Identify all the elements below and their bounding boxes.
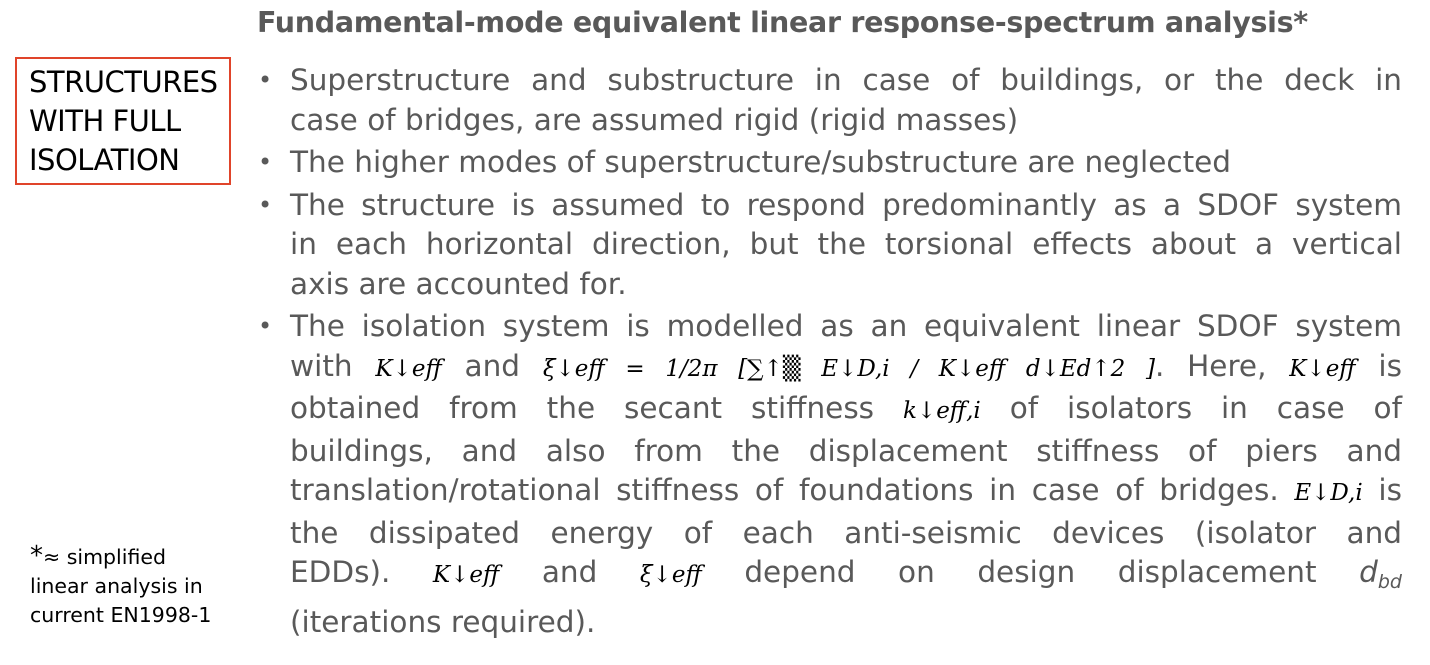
text-segment: and xyxy=(541,555,598,589)
bullet-line xyxy=(290,347,1402,390)
text-segment: EDDs). xyxy=(290,555,391,589)
text-segment: depend on design displacement xyxy=(744,555,1317,589)
text-segment: . Here, xyxy=(1154,348,1267,383)
bullet-line: The isolation system is modelled as an equivalent linear SDOF system xyxy=(290,309,1402,343)
section-label-line: WITH FULL xyxy=(29,104,181,138)
math-expression: K↓eff xyxy=(1289,355,1356,382)
bullet-line xyxy=(290,471,1402,514)
bullet-dot-icon: • xyxy=(258,66,273,94)
math-expression: k↓eff,i xyxy=(902,398,981,424)
bullet-line: axis are accounted for. xyxy=(290,266,627,301)
math-expression: E↓D,i xyxy=(1294,480,1363,506)
math-expression: ξ↓eff = 1/2π [∑↑▒ E↓D,i / K↓eff d↓Ed↑2 ] xyxy=(542,355,1155,382)
bullet-dot-icon: • xyxy=(258,190,273,219)
math-expression: K↓eff xyxy=(375,355,442,382)
bullet-line: Superstructure and substructure in case of buildings, or the deck in xyxy=(290,63,1402,97)
text-segment: is xyxy=(1378,473,1402,507)
text-segment: and xyxy=(464,348,521,383)
math-expression: ξ↓eff xyxy=(639,562,702,588)
bullet-item xyxy=(256,61,1402,140)
text-segment: is xyxy=(1378,348,1402,383)
bullet-line: The higher modes of superstructure/substructure are neglected xyxy=(290,145,1232,179)
bullet-line: in each horizontal direction, but the torsional effects about a vertical xyxy=(290,227,1402,261)
text-segment: of isolators in case of xyxy=(1009,391,1402,425)
text-segment: translation/rotational stiffness of foundations in case of bridges. xyxy=(290,473,1279,507)
footnote-line xyxy=(30,542,240,572)
bullet-list xyxy=(256,61,1402,645)
bullet-line: The structure is assumed to respond predominantly as a SDOF system xyxy=(290,187,1402,222)
text-segment: with xyxy=(290,348,353,383)
bullet-line xyxy=(290,389,1402,432)
footnote-line: linear analysis in xyxy=(30,574,203,598)
variable-subscript: bd xyxy=(1377,571,1402,593)
bullet-line: buildings, and also from the displacement stiffness of piers and xyxy=(290,433,1402,468)
bullet-dot-icon: • xyxy=(258,312,273,340)
bullet-dot-icon: • xyxy=(258,148,273,176)
section-label-line: STRUCTURES xyxy=(29,65,218,99)
section-label-box xyxy=(15,57,231,185)
text-segment: obtained from the secant stiffness xyxy=(290,391,875,425)
bullet-line: case of bridges, are assumed rigid (rigid masses) xyxy=(290,102,1019,137)
bullet-line xyxy=(290,553,1402,603)
math-expression: K↓eff xyxy=(432,562,500,588)
bullet-item xyxy=(256,143,1402,183)
footnote-text: ≈ simplified xyxy=(43,545,166,569)
slide-title: Fundamental-mode equivalent linear response-spectrum analysis* xyxy=(257,6,1308,39)
section-label-line: ISOLATION xyxy=(29,143,180,177)
bullet-item xyxy=(256,186,1402,305)
variable-d-bd xyxy=(1359,555,1402,593)
footnote-line: current EN1998-1 xyxy=(30,603,212,627)
footnote-star: * xyxy=(30,541,43,571)
footnote xyxy=(30,542,240,630)
variable-symbol: d xyxy=(1359,555,1378,589)
bullet-line: (iterations required). xyxy=(290,604,596,639)
bullet-line: the dissipated energy of each anti-seismic devices (isolator and xyxy=(290,515,1402,550)
bullet-item xyxy=(256,307,1402,642)
